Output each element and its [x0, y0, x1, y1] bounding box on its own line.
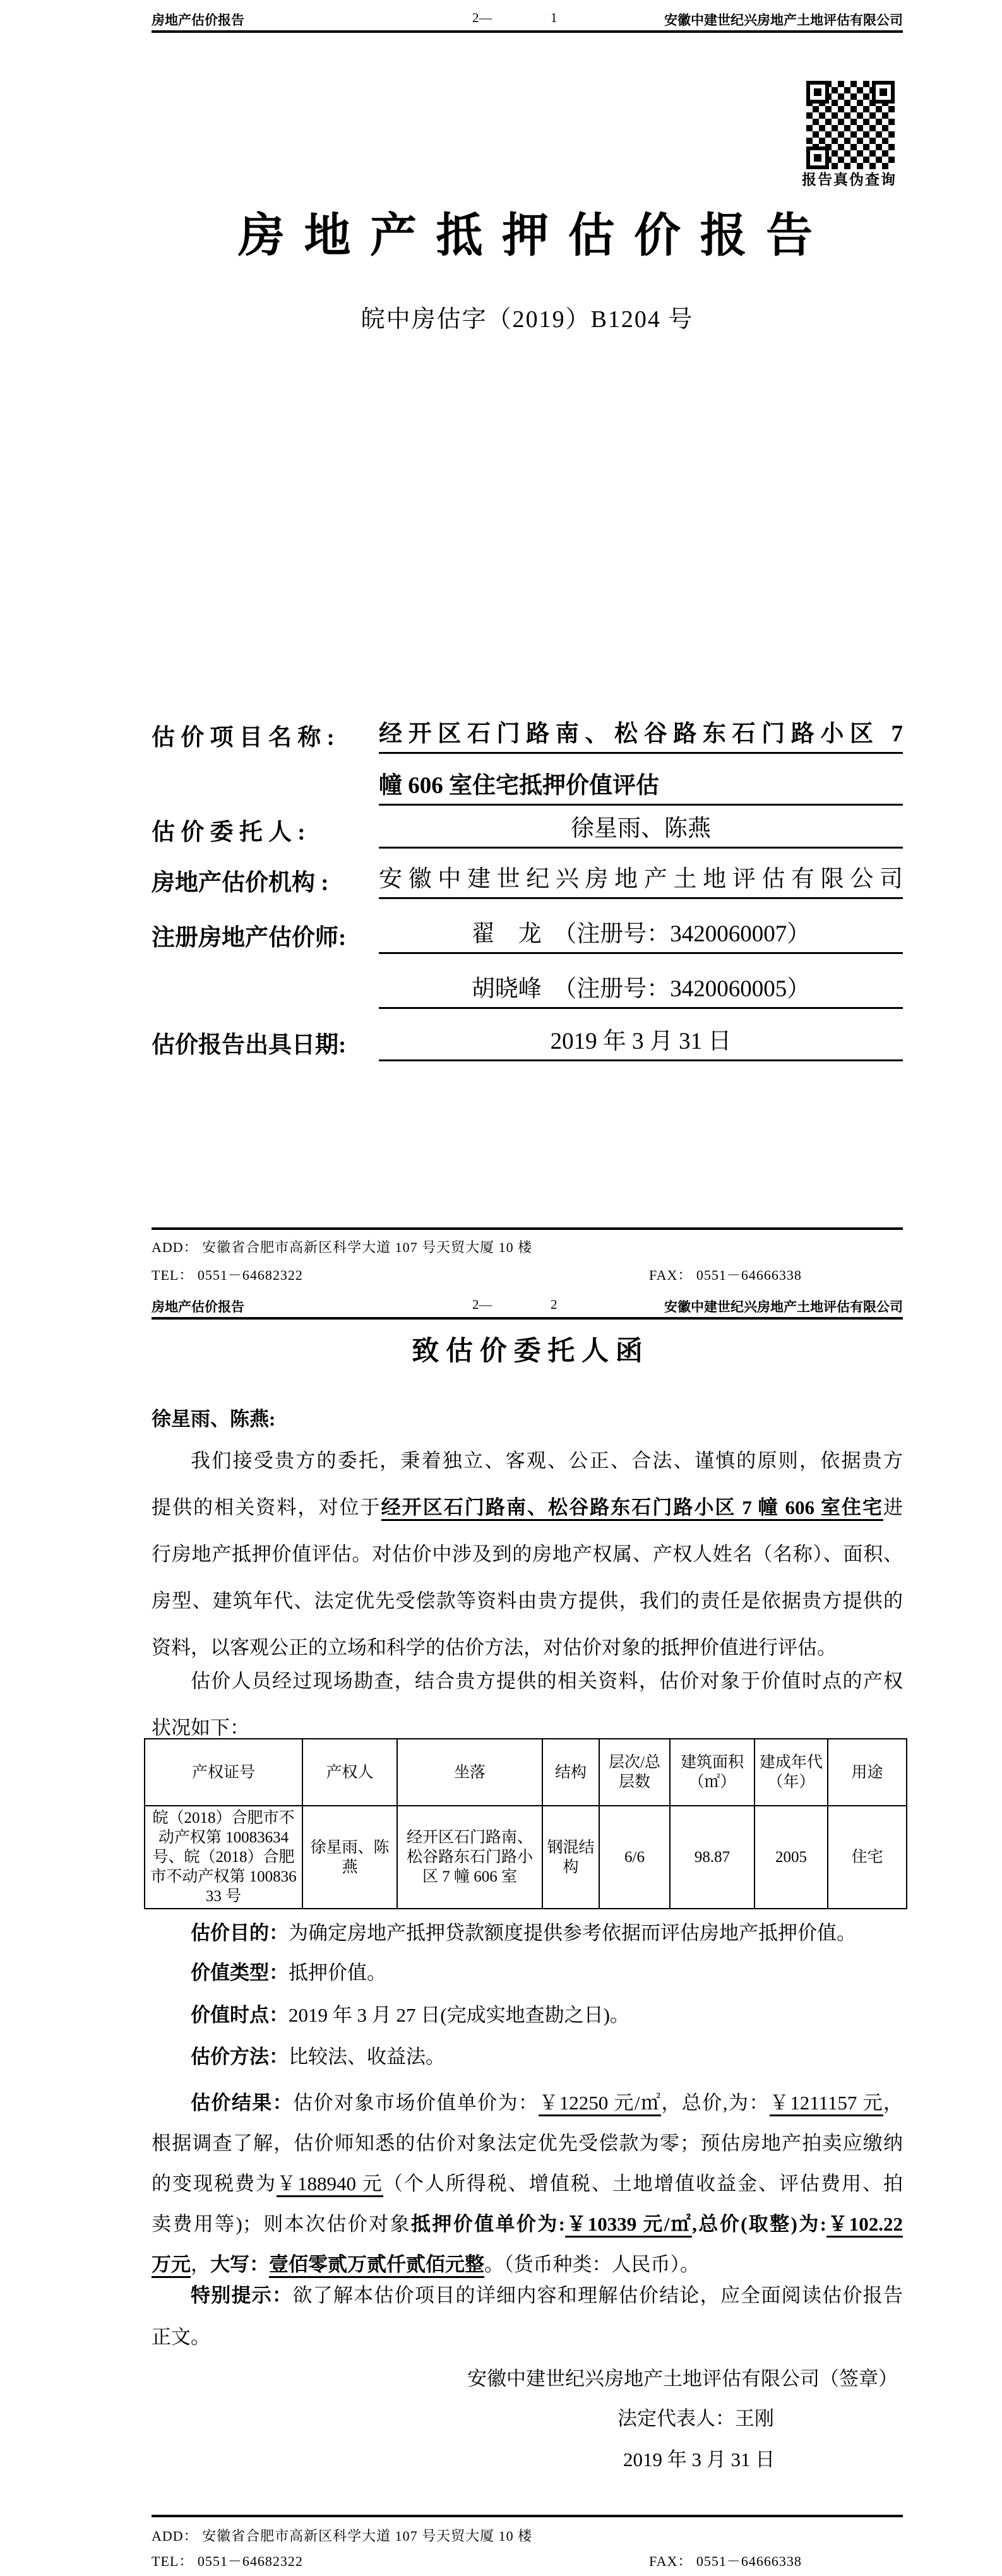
text-line — [152, 1658, 903, 1705]
field-row-client — [152, 813, 903, 849]
page2-pager-prefix: 2— — [472, 1297, 492, 1312]
field-value: 2019 年 3 月 31 日 — [379, 1026, 903, 1061]
underlined-text: 经开区石门路南、松谷路东石门路小区 7 幢 606 室住宅 — [381, 1496, 883, 1521]
text-line — [152, 2044, 903, 2070]
page2-header-rule — [152, 1317, 903, 1320]
letter-salutation: 徐星雨、陈燕: — [152, 1408, 276, 1430]
text-segment: 特别提示： — [191, 2284, 293, 2306]
text-line — [152, 2204, 903, 2245]
col-header-structure: 结构 — [542, 1739, 599, 1806]
text-segment: 价值时点： — [191, 2004, 289, 2026]
text-segment: 状况如下： — [152, 1717, 249, 1739]
text-segment: 估价目的： — [191, 1922, 289, 1944]
page2-footer-address: ADD： 安徽省合肥市高新区科学大道 107 号天贸大厦 10 楼 — [152, 2528, 533, 2544]
field-value: 翟 龙 （注册号：3420060007） — [379, 919, 903, 954]
page1-header-rule — [152, 30, 903, 33]
page1-footer-fax: FAX： 0551－64666338 — [649, 1267, 802, 1283]
field-row-appraiser-1 — [152, 919, 903, 954]
special-note-paragraph — [152, 2275, 903, 2358]
cell-area: 98.87 — [670, 1806, 754, 1909]
text-segment: 2019 年 3 月 27 日(完成实地查勘之日)。 — [289, 2004, 629, 2026]
text-line — [152, 2123, 903, 2164]
field-value: 幢 606 室住宅抵押价值评估 — [379, 770, 903, 806]
cell-location: 经开区石门路南、松谷路东石门路小区 7 幢 606 室 — [397, 1806, 542, 1909]
appraisal-result-paragraph — [152, 2083, 903, 2285]
page2-footer-tel: TEL： 0551－64682322 — [152, 2553, 303, 2569]
text-segment: ， — [883, 2092, 904, 2114]
signature-company: 安徽中建世纪兴房地产土地评估有限公司（签章） — [467, 2368, 898, 2390]
underlined-text: ￥1211157 元 — [770, 2092, 883, 2116]
page2-running-header-company: 安徽中建世纪兴房地产土地评估有限公司 — [664, 1299, 903, 1315]
cell-cert-no: 皖（2018）合肥市不动产权第 10083634 号、皖（2018）合肥市不动产权第 10083633 号 — [145, 1806, 302, 1909]
col-header-owner: 产权人 — [302, 1739, 397, 1806]
text-segment: 比较法、收益法。 — [289, 2046, 445, 2068]
underlined-text: ￥10339 元/㎡ — [565, 2213, 692, 2238]
text-segment: 价值类型： — [191, 1962, 289, 1984]
qr-caption: 报告真伪查询 — [802, 172, 897, 188]
text-line — [152, 1921, 903, 1946]
page1-pager-prefix: 2— — [472, 10, 492, 25]
text-segment: 提供的相关资料，对位于 — [152, 1496, 381, 1518]
col-header-floor: 层次/总层数 — [599, 1739, 670, 1806]
text-segment: 大写： — [210, 2253, 269, 2275]
text-segment: 正文。 — [152, 2326, 210, 2348]
text-segment: 我们接受贵方的委托，秉着独立、客观、公正、合法、谨慎的原则，依据贵方 — [191, 1450, 903, 1472]
field-row-issue-date — [152, 1026, 903, 1061]
page1-running-header-company: 安徽中建世纪兴房地产土地评估有限公司 — [664, 13, 903, 28]
text-line — [152, 1484, 903, 1531]
qr-finder-icon — [806, 146, 829, 169]
cell-use: 住宅 — [828, 1806, 907, 1909]
col-header-location: 坐落 — [397, 1739, 542, 1806]
text-segment: 估价方法： — [191, 2046, 289, 2068]
qr-finder-icon — [872, 81, 895, 104]
text-segment: 进 — [883, 1496, 904, 1518]
text-line — [152, 1438, 903, 1484]
property-table — [144, 1738, 907, 1909]
underlined-text: ￥102.22 — [826, 2213, 903, 2238]
field-row-project-name — [152, 719, 903, 754]
text-segment: 抵押价值单价为: — [410, 2213, 565, 2235]
field-label: 估 价 项 目 名 称 : — [152, 725, 335, 751]
text-segment: ， — [191, 2253, 210, 2275]
text-segment: ,总价(取整)为: — [692, 2213, 826, 2235]
signature-legal-representative: 法定代表人：王刚 — [617, 2407, 774, 2430]
col-header-area: 建筑面积（㎡） — [670, 1739, 754, 1806]
field-value: 经开区石门路南、松谷路东石门路小区 7 — [379, 719, 903, 754]
text-segment: 的变现税费为 — [152, 2173, 277, 2195]
field-label: 估 价 委 托 人 : — [152, 820, 306, 845]
text-line — [152, 2275, 903, 2317]
text-segment: 根据调查了解，估价师知悉的估价对象法定优先受偿款为零；预估房地产拍卖应缴纳 — [152, 2132, 903, 2154]
underlined-text: ￥12250 元/㎡ — [539, 2092, 661, 2116]
text-line — [152, 2317, 903, 2358]
text-line — [152, 2003, 903, 2028]
page2-running-header-title: 房地产估价报告 — [152, 1299, 244, 1315]
page2-footer-fax: FAX： 0551－64666338 — [649, 2553, 802, 2569]
text-segment: 欲了解本估价项目的详细内容和理解估价结论，应全面阅读估价报告 — [292, 2284, 904, 2306]
text-segment: 。（货币种类：人民币）。 — [484, 2253, 700, 2275]
appraisal-method-line — [152, 2044, 903, 2070]
col-header-cert-no: 产权证号 — [145, 1739, 302, 1806]
report-document-number: 皖中房估字（2019）B1204 号 — [361, 306, 694, 333]
page1-running-header-title: 房地产估价报告 — [152, 13, 244, 28]
text-line — [152, 2083, 903, 2123]
underlined-text: ￥188940 元 — [277, 2173, 383, 2197]
underlined-text: 壹佰零贰万贰仟贰佰元整 — [269, 2253, 484, 2278]
page1-footer-tel: TEL： 0551－64682322 — [152, 1267, 303, 1283]
field-label: 注册房地产估价师: — [152, 925, 347, 951]
text-line — [152, 1960, 903, 1986]
page1-footer-rule — [152, 1227, 903, 1230]
property-table-header-row — [145, 1739, 907, 1806]
field-label: 房地产估价机构 : — [152, 870, 329, 896]
text-segment: 房型、建筑年代、法定优先受偿款等资料由贵方提供，我们的责任是依据贵方提供的 — [152, 1590, 903, 1612]
text-segment: 抵押价值。 — [289, 1962, 386, 1984]
text-segment: ，总价,为： — [661, 2092, 770, 2114]
field-label: 估价报告出具日期: — [152, 1032, 347, 1058]
letter-title: 致 估 价 委 托 人 函 — [412, 1337, 643, 1366]
letter-paragraph-1 — [152, 1438, 903, 1671]
field-value: 安徽中建世纪兴房地产土地评估有限公司 — [379, 864, 903, 899]
page2-footer-rule — [152, 2515, 903, 2517]
cell-structure: 钢混结构 — [542, 1806, 599, 1909]
qr-code — [805, 80, 896, 170]
col-header-year: 建成年代（年） — [754, 1739, 828, 1806]
signature-date: 2019 年 3 月 31 日 — [623, 2448, 775, 2471]
text-segment: 估价结果： — [191, 2092, 294, 2114]
col-header-use: 用途 — [828, 1739, 907, 1806]
text-segment: 为确定房地产抵押贷款额度提供参考依据而评估房地产抵押价值。 — [289, 1922, 856, 1944]
cell-owner: 徐星雨、陈燕 — [302, 1806, 397, 1909]
text-line — [152, 1531, 903, 1578]
text-line — [152, 1578, 903, 1625]
field-row-project-name-cont — [152, 770, 903, 806]
field-row-appraiser-2 — [152, 974, 903, 1009]
cell-year: 2005 — [754, 1806, 828, 1909]
page2-page-number: 2 — [551, 1297, 558, 1312]
text-segment: 估价对象市场价值单价为： — [293, 2092, 539, 2114]
field-row-agency — [152, 864, 903, 899]
field-value: 胡晓峰 （注册号：3420060005） — [379, 974, 903, 1009]
value-date-line — [152, 2003, 903, 2028]
field-value: 徐星雨、陈燕 — [379, 813, 903, 849]
text-line — [152, 2164, 903, 2204]
text-segment: 估价人员经过现场勘查，结合贵方提供的相关资料，估价对象于价值时点的产权 — [191, 1670, 903, 1692]
text-segment: 卖费用等)；则本次估价对象 — [152, 2213, 411, 2235]
cell-floor: 6/6 — [599, 1806, 670, 1909]
text-segment: 行房地产抵押价值评估。对估价中涉及到的房地产权属、产权人姓名（名称）、面积、 — [152, 1543, 903, 1565]
page1-page-number: 1 — [551, 10, 558, 25]
report-main-title: 房 地 产 抵 押 估 价 报 告 — [238, 210, 816, 262]
appraisal-purpose-line — [152, 1921, 903, 1946]
qr-finder-icon — [806, 81, 829, 104]
letter-paragraph-2 — [152, 1658, 903, 1751]
text-segment: （个人所得税、增值税、土地增值收益金、评估费用、拍 — [383, 2173, 904, 2195]
page1-footer-address: ADD： 安徽省合肥市高新区科学大道 107 号天贸大厦 10 楼 — [152, 1239, 533, 1255]
value-type-line — [152, 1960, 903, 1986]
underlined-text: 万元 — [152, 2253, 191, 2278]
property-table-data-row — [145, 1806, 907, 1909]
text-segment: 资料，以客观公正的立场和科学的估价方法，对估价对象的抵押价值进行评估。 — [152, 1637, 837, 1659]
